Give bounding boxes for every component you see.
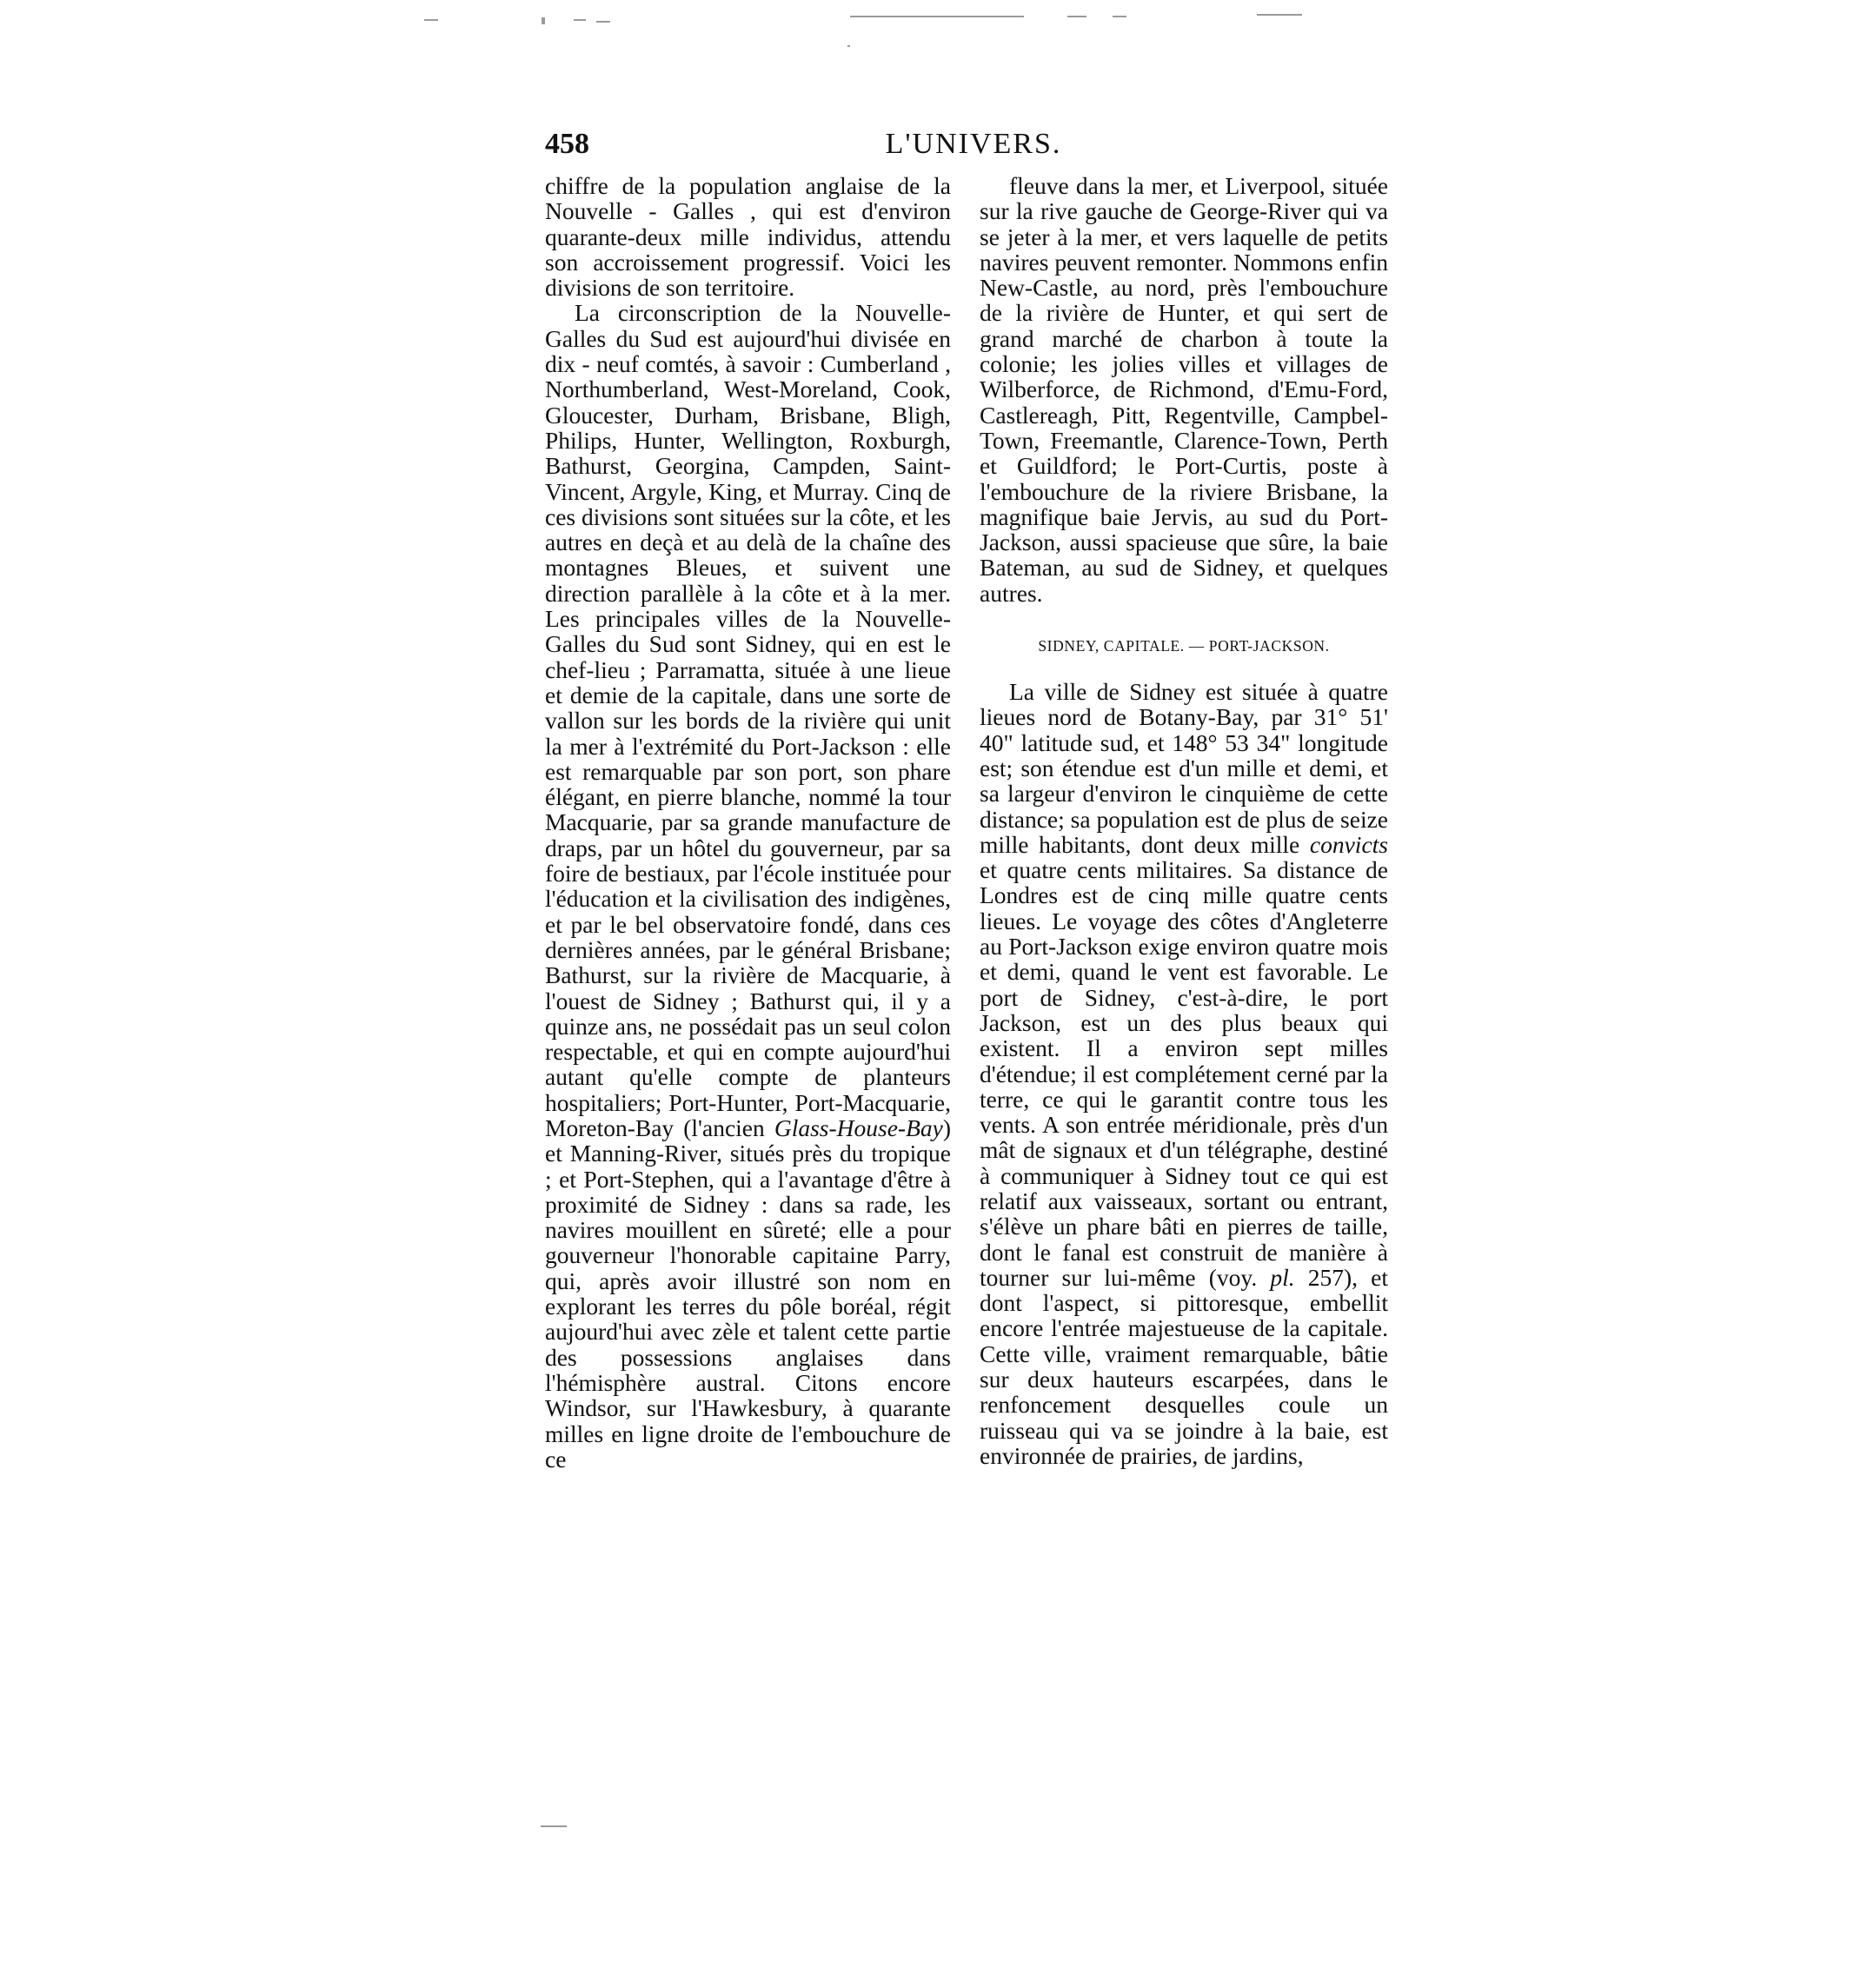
scan-mark bbox=[1067, 16, 1086, 17]
paragraph bbox=[545, 300, 951, 1472]
paragraph-text: La ville de Sidney est située à quatre lieues nord de Botany-Bay, par 31° 51' 40" latitude sud, et 148° 53 34" longitude est; son étendue est d'un mille et demi, et sa largeur d'environ le cinquième de cette distance; sa population est de plus de seize mille habitants, dont deux mille bbox=[980, 678, 1388, 858]
left-column bbox=[545, 173, 951, 1472]
scan-mark bbox=[424, 19, 438, 21]
paragraph-text: La circonscription de la Nouvelle-Galles du Sud est aujourd'hui divisée en dix - neuf comtés, à savoir : Cumberland , Northumberland, West-Moreland, Cook, Gloucester, Durham, Brisbane, Bligh, Philips, Hunter, Wellington, Roxburgh, Bathurst, Georgina, Campden, Saint-Vincent, Argyle, King, et Murray. Cinq de ces divisions sont situées sur la côte, et les autres en deçà et au delà de la chaîne des montagnes Bleues, et suivent une direction parallèle à la côte et à la mer. Les principales villes de la Nouvelle-Galles du Sud sont Sidney, qui en est le chef-lieu ; Parramatta, située à une lieue et demie de la capitale, dans une sorte de vallon sur les bords de la rivière qui unit la mer à l'extrémité du Port-Jackson : elle est remarquable par son port, son phare élégant, en pierre blanche, nommé la tour Macquarie, par sa grande manufacture de draps, par un hôtel du gouverneur, par sa foire de bestiaux, par l'école instituée pour l'éducation et la civilisation des indigènes, et par le bel observatoire fondé, dans ces dernières années, par le général Brisbane; Bathurst, sur la rivière de Macquarie, à l'ouest de Sidney ; Bathurst qui, il y a quinze ans, ne possédait pas un seul colon respectable, et qui en compte aujourd'hui autant qu'elle compte de planteurs hospitaliers; Port-Hunter, Port-Macquarie, Moreton-Bay (l'ancien bbox=[545, 299, 951, 1141]
paragraph-text: 257), et dont l'aspect, si pittoresque, embellit encore l'entrée majestueuse de la capitale. Cette ville, vraiment remarquable, bâtie sur deux hauteurs escarpées, dans le renfoncement desquelles coule un ruisseau qui va se joindre à la baie, est environnée de prairies, de jardins, bbox=[980, 1263, 1389, 1469]
paragraph: chiffre de la population anglaise de la Nouvelle - Galles , qui est d'environ quarante-deux mille individus, attendu son accroissement progressif. Voici les divisions de son territoire. bbox=[545, 172, 951, 302]
scan-mark bbox=[850, 16, 1024, 17]
paragraph: fleuve dans la mer, et Liverpool, située sur la rive gauche de George-River qui va se jeter à la mer, et vers laquelle de petits navires peuvent remonter. Nommons enfin New-Castle, au nord, près l'embouchure de la rivière de Hunter, et qui sert de grand marché de charbon à toute la colonie; les jolies villes et villages de Wilberforce, de Richmond, d'Emu-Ford, Castlereagh, Pitt, Regentville, Campbel-Town, Freemantle, Clarence-Town, Perth et Guildford; le Port-Curtis, poste à l'embouchure de la riviere Brisbane, la magnifique baie Jervis, au sud du Port-Jackson, aussi spacieuse que sûre, la baie Bateman, au sud de Sidney, et quelques autres. bbox=[980, 172, 1388, 607]
paragraph-text: et quatre cents militaires. Sa distance de Londres est de cinq mille quatre cents lieues. Le voyage des côtes d'Angleterre au Port-Jackson exige environ quatre mois et demi, quand le vent est favorable. Le port de Sidney, c'est-à-dire, le port Jackson, est un des plus beaux qui existent. Il a environ sept milles d'étendue; il est complétement cerné par la terre, ce qui le garantit contre tous les vents. A son entrée méridionale, près d'un mât de signaux et d'un télégraphe, destiné à communiquer à Sidney tout ce qui est relatif aux vaisseaux, sortant ou entrant, s'élève un phare bâti en pierres de taille, dont le fanal est construit de manière à tourner sur lui-même (voy. bbox=[980, 856, 1388, 1291]
paragraph-text: ) et Manning-River, situés près du tropique ; et Port-Stephen, qui a l'avantage d'être à proximité de Sidney : dans sa rade, les navires mouillent en sûreté; elle a pour gouverneur l'honorable capitaine Parry, qui, après avoir illustré son nom en explorant les terres du pôle boréal, régit aujourd'hui avec zèle et talent cette partie des possessions anglaises dans l'hémisphère austral. Citons encore Windsor, sur l'Hawkesbury, à quarante milles en ligne droite de l'embouchure de ce bbox=[545, 1114, 951, 1473]
scan-mark bbox=[541, 1825, 567, 1827]
page-number: 458 bbox=[545, 128, 589, 160]
paragraph bbox=[980, 679, 1388, 1468]
scan-mark bbox=[596, 21, 610, 23]
scan-mark bbox=[1257, 14, 1302, 16]
scan-mark bbox=[574, 19, 586, 21]
italic-term: Glass-House-Bay bbox=[774, 1114, 943, 1141]
italic-term: pl. bbox=[1270, 1263, 1295, 1291]
scan-mark bbox=[542, 17, 545, 24]
scan-mark bbox=[1113, 16, 1126, 17]
scan-mark bbox=[847, 45, 850, 47]
italic-term: convicts bbox=[1309, 830, 1388, 858]
running-title: L'UNIVERS. bbox=[885, 128, 1062, 160]
section-heading: SIDNEY, CAPITALE. — PORT-JACKSON. bbox=[1038, 637, 1330, 655]
right-column bbox=[980, 173, 1388, 1468]
